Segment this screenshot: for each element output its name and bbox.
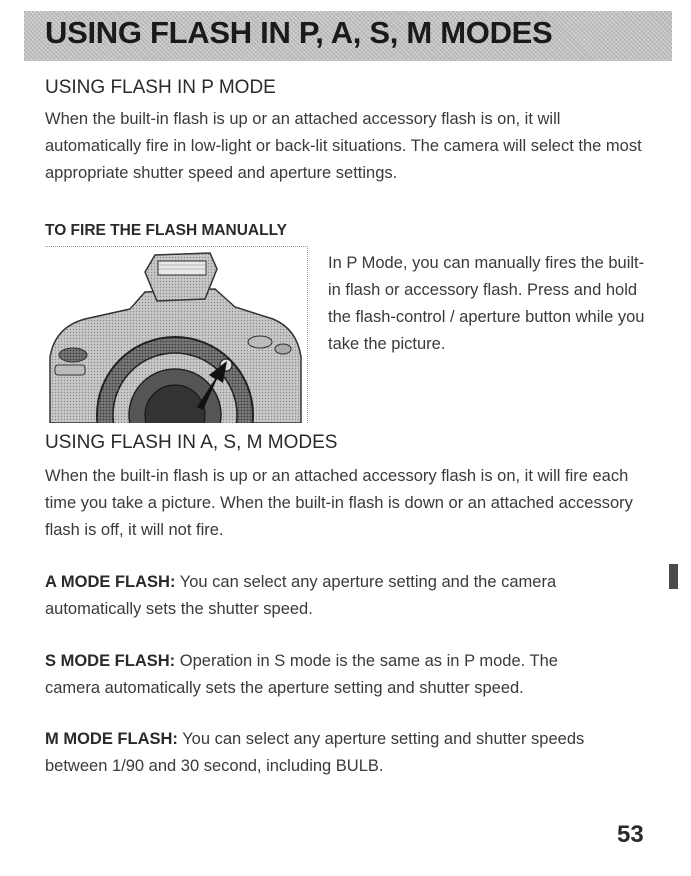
p-mode-heading: USING FLASH IN P MODE [45, 77, 276, 98]
s-mode-label: S MODE FLASH: [45, 652, 176, 670]
manual-fire-paragraph: In P Mode, you can manually fires the built-in flash or accessory flash. Press and hold the flash-control / aperture button while you take the picture. [328, 254, 645, 353]
a-mode-text: You can select any aperture setting and the camera automatically sets the shutter speed. [45, 573, 557, 618]
p-mode-paragraph: When the built-in flash is up or an attached accessory flash is on, it will automatically fire in low-light or back-lit situations. The camera will select the most appropriate shutter speed and aperture settings. [45, 110, 642, 182]
m-mode-text: You can select any aperture setting and shutter speeds between 1/90 and 30 second, including BULB. [45, 730, 585, 775]
m-mode-paragraph [45, 726, 645, 780]
chapter-tab-marker [669, 564, 678, 589]
camera-flash-popup-icon [45, 247, 307, 423]
a-mode-paragraph [45, 569, 605, 623]
a-mode-label: A MODE FLASH: [45, 573, 176, 591]
s-mode-text: Operation in S mode is the same as in P mode. The camera automatically sets the aperture setting and shutter speed. [45, 652, 558, 697]
asm-mode-heading: USING FLASH IN A, S, M MODES [45, 432, 338, 453]
camera-flash-illustration [45, 246, 308, 423]
asm-mode-paragraph: When the built-in flash is up or an attached accessory flash is on, it will fire each time you take a picture. When the built-in flash is down or an attached accessory flash is off, it will not fire. [45, 467, 633, 539]
m-mode-label: M MODE FLASH: [45, 730, 178, 748]
page-title: USING FLASH IN P, A, S, M MODES [45, 15, 553, 50]
manual-fire-heading: TO FIRE THE FLASH MANUALLY [45, 222, 287, 239]
page-number: 53 [617, 821, 644, 848]
s-mode-paragraph [45, 648, 615, 702]
